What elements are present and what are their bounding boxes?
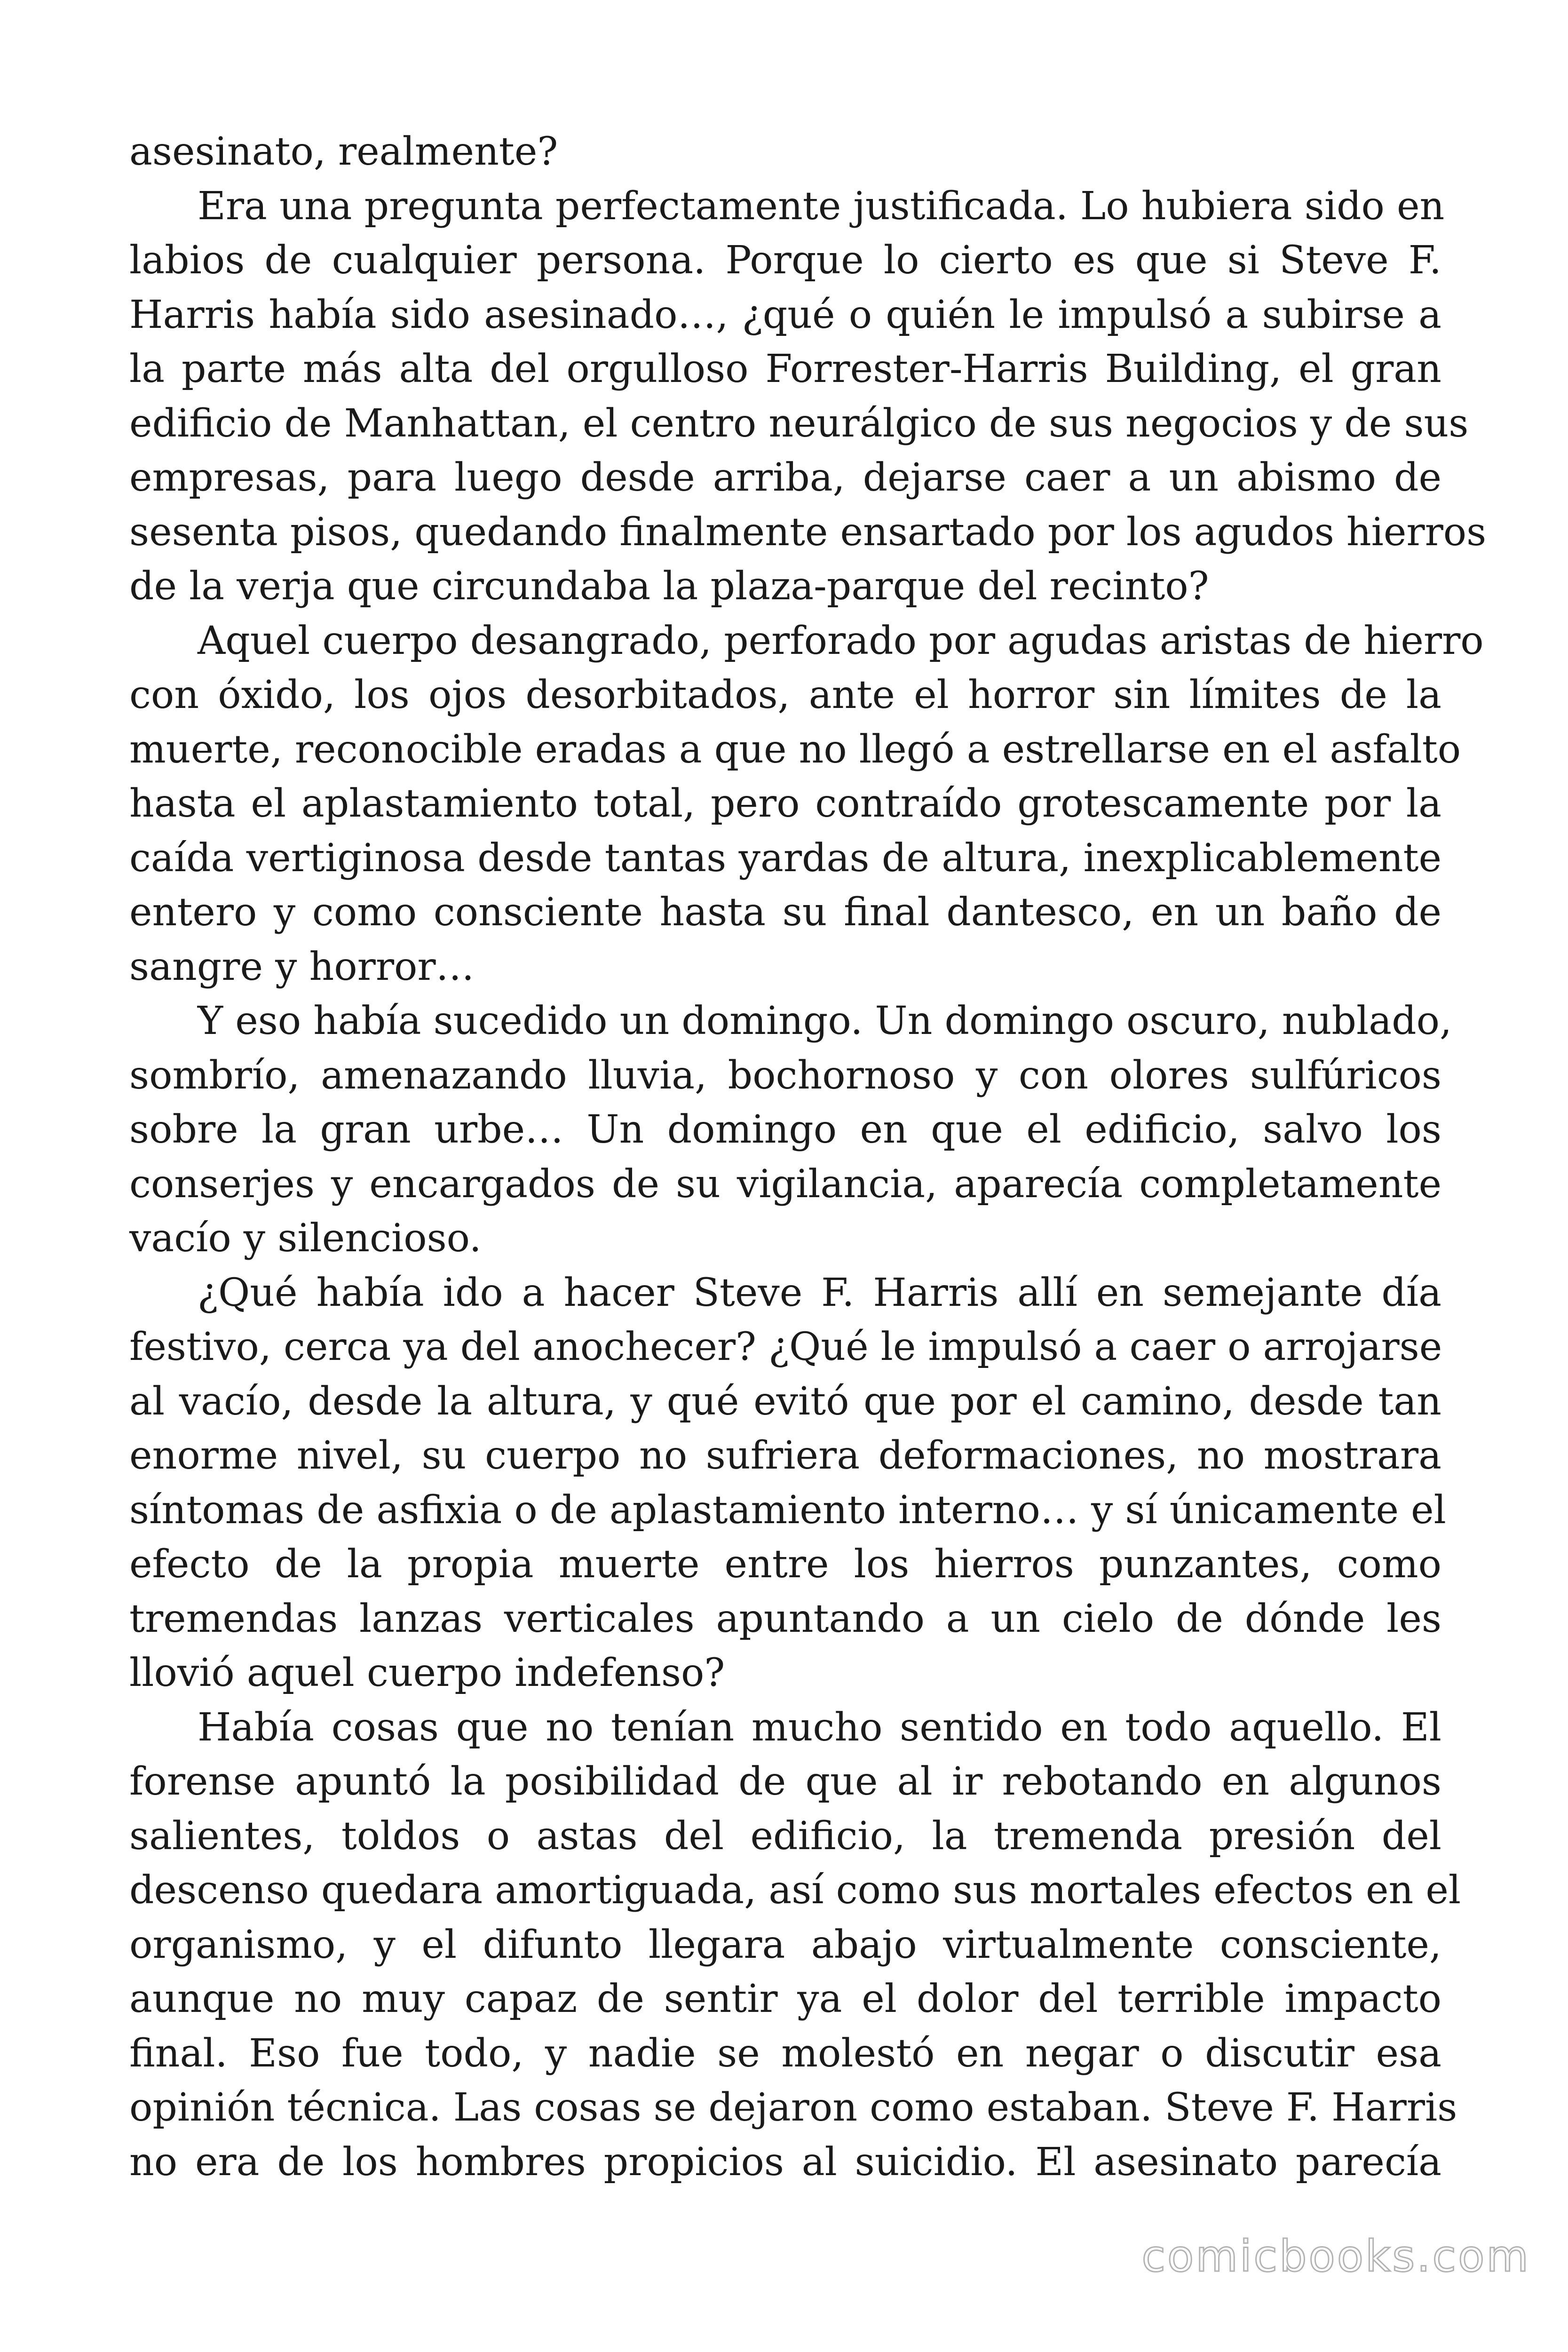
text-line: al vacío, desde la altura, y qué evitó que por el camino, desde tan — [129, 1379, 1441, 1424]
text-line: llovió aquel cuerpo indefenso? — [129, 1651, 725, 1695]
text-line: Había cosas que no tenían mucho sentido en todo aquello. El — [198, 1705, 1441, 1750]
text-line: salientes, toldos o astas del edificio, la tremenda presión del — [129, 1813, 1441, 1859]
text-line: labios de cualquier persona. Porque lo cierto es que si Steve F. — [129, 238, 1441, 283]
page-body — [129, 125, 1487, 2189]
text-line: enorme nivel, su cuerpo no sufriera deformaciones, no mostrara — [129, 1433, 1441, 1478]
text-line: síntomas de asfixia o de aplastamiento interno… y sí únicamente el — [129, 1487, 1446, 1533]
text-line: efecto de la propia muerte entre los hierros punzantes, como — [129, 1542, 1441, 1587]
text-line: con óxido, los ojos desorbitados, ante el horror sin límites de la — [129, 673, 1441, 717]
text-line: no era de los hombres propicios al suicidio. El asesinato parecía — [129, 2139, 1441, 2185]
text-line: opinión técnica. Las cosas se dejaron como estaban. Steve F. Harris — [129, 2085, 1457, 2130]
text-line: entero y como consciente hasta su final dantesco, en un baño de — [129, 890, 1441, 935]
text-line: Harris había sido asesinado…, ¿qué o quién le impulsó a subirse a — [129, 292, 1441, 337]
text-line: ¿Qué había ido a hacer Steve F. Harris allí en semejante día — [198, 1270, 1441, 1315]
text-line: muerte, reconocible eradas a que no llegó a estrellarse en el asfalto — [129, 727, 1461, 772]
text-line: sombrío, amenazando lluvia, bochornoso y con olores sulfúricos — [129, 1053, 1441, 1098]
text-line: hasta el aplastamiento total, pero contraído grotescamente por la — [129, 781, 1441, 826]
text-line: festivo, cerca ya del anochecer? ¿Qué le impulsó a caer o arrojarse — [129, 1325, 1442, 1369]
text-line: de la verja que circundaba la plaza-parque del recinto? — [129, 564, 1209, 609]
text-line: sangre y horror… — [129, 944, 475, 989]
text-line: Y eso había sucedido un domingo. Un domingo oscuro, nublado, — [198, 999, 1452, 1043]
watermark-logo: comicbooks.com — [1141, 2231, 1530, 2281]
text-line: organismo, y el difunto llegara abajo virtualmente consciente, — [129, 1922, 1441, 1967]
text-line: final. Eso fue todo, y nadie se molestó en negar o discutir esa — [129, 2031, 1441, 2076]
text-line: asesinato, realmente? — [129, 129, 558, 174]
text-line: sobre la gran urbe… Un domingo en que el edificio, salvo los — [129, 1107, 1441, 1152]
text-line: aunque no muy capaz de sentir ya el dolor del terrible impacto — [129, 1977, 1441, 2021]
text-line: Era una pregunta perfectamente justificada. Lo hubiera sido en — [198, 183, 1445, 229]
text-line: empresas, para luego desde arriba, dejarse caer a un abismo de — [129, 455, 1441, 500]
text-line: descenso quedara amortiguada, así como sus mortales efectos en el — [129, 1868, 1461, 1913]
text-line: Aquel cuerpo desangrado, perforado por agudas aristas de hierro — [198, 618, 1484, 663]
text-line: edificio de Manhattan, el centro neurálgico de sus negocios y de sus — [129, 401, 1469, 446]
text-line: forense apuntó la posibilidad de que al ir rebotando en algunos — [129, 1759, 1441, 1804]
text-line: conserjes y encargados de su vigilancia, aparecía completamente — [129, 1161, 1441, 1207]
text-line: vacío y silencioso. — [129, 1216, 482, 1261]
text-line: sesenta pisos, quedando finalmente ensartado por los agudos hierros — [129, 509, 1487, 555]
text-line: tremendas lanzas verticales apuntando a un cielo de dónde les — [129, 1596, 1441, 1641]
text-line: caída vertiginosa desde tantas yardas de altura, inexplicablemente — [129, 835, 1441, 881]
text-line: la parte más alta del orgulloso Forrester-Harris Building, el gran — [129, 347, 1441, 391]
